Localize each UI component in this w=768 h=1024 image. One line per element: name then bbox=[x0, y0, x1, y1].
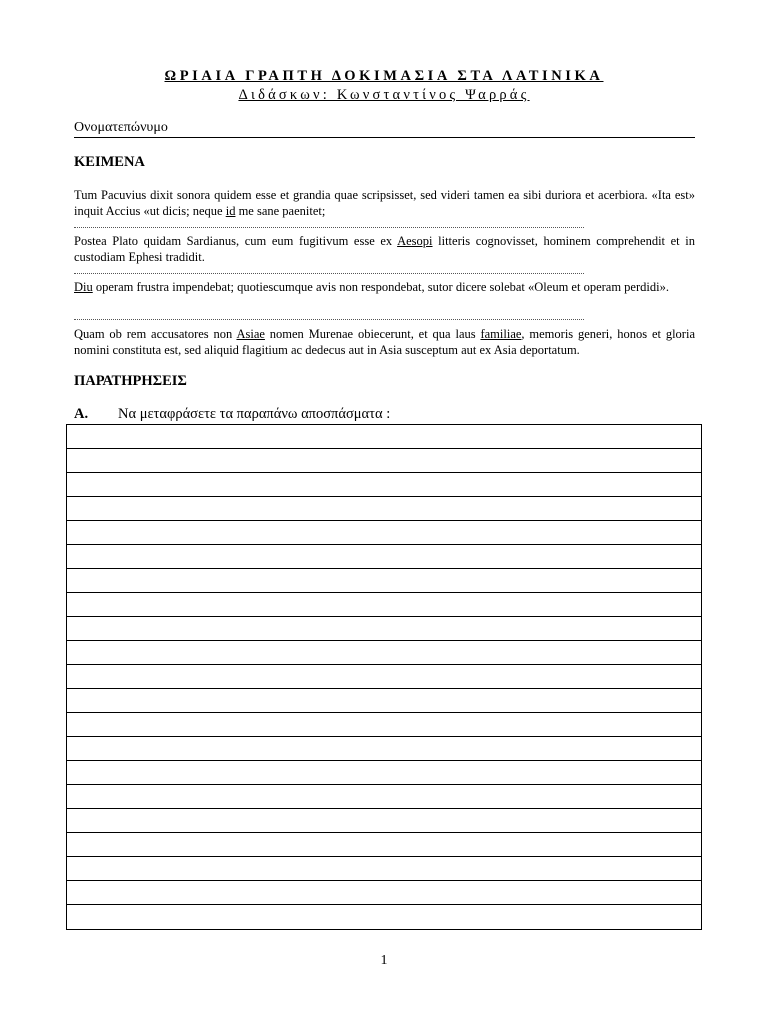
answer-row[interactable] bbox=[67, 809, 701, 833]
answer-row[interactable] bbox=[67, 737, 701, 761]
answer-row[interactable] bbox=[67, 689, 701, 713]
latin-passage-2: Postea Plato quidam Sardianus, cum eum fugitivum esse ex Aesopi litteris cognovisset, hominem comprehendit et in custodiam Ephesi tradidit. bbox=[74, 234, 695, 264]
teacher-subtitle: Διδάσκων: Κωνσταντίνος Ψαρράς bbox=[238, 87, 530, 103]
underlined-word: Diu bbox=[74, 280, 93, 294]
answer-row[interactable] bbox=[67, 905, 701, 929]
answer-row[interactable] bbox=[67, 593, 701, 617]
answer-row[interactable] bbox=[67, 449, 701, 473]
answer-row[interactable] bbox=[67, 881, 701, 905]
answer-row[interactable] bbox=[67, 761, 701, 785]
answer-row[interactable] bbox=[67, 857, 701, 881]
answer-table bbox=[66, 424, 702, 930]
answer-row[interactable] bbox=[67, 785, 701, 809]
latin-passage-1: Tum Pacuvius dixit sonora quidem esse et grandia quae scripsisset, sed videri tamen ea sibi duriora et acerbiora. «Ita est» inquit Accius «ut dicis; neque id me sane paenitet; bbox=[74, 188, 695, 218]
page-number: 1 bbox=[380, 953, 388, 968]
texts-heading: ΚΕΙΜΕΝΑ bbox=[74, 154, 145, 170]
question-number: A. bbox=[74, 406, 89, 422]
answer-row[interactable] bbox=[67, 713, 701, 737]
answer-row[interactable] bbox=[67, 617, 701, 641]
underlined-word: id bbox=[225, 203, 236, 218]
separator-dots bbox=[74, 273, 584, 274]
exam-title: ΩΡΙΑΙΑ ΓΡΑΠΤΗ ΔΟΚΙΜΑΣΙΑ ΣΤΑ ΛΑΤΙΝΙΚΑ bbox=[164, 68, 604, 84]
notes-heading: ΠΑΡΑΤΗΡΗΣΕΙΣ bbox=[74, 373, 187, 389]
question-a bbox=[74, 406, 390, 423]
answer-row[interactable] bbox=[67, 833, 701, 857]
underlined-word: Asiae bbox=[236, 327, 265, 341]
student-name-label: Ονοματεπώνυμο bbox=[74, 120, 168, 135]
answer-row[interactable] bbox=[67, 569, 701, 593]
question-text: Να μεταφράσετε τα παραπάνω αποσπάσματα : bbox=[118, 406, 391, 422]
separator-dots bbox=[74, 227, 584, 228]
answer-row[interactable] bbox=[67, 425, 701, 449]
answer-row[interactable] bbox=[67, 641, 701, 665]
answer-row[interactable] bbox=[67, 665, 701, 689]
answer-row[interactable] bbox=[67, 521, 701, 545]
separator-dots bbox=[74, 319, 584, 320]
underlined-word: Aesopi bbox=[397, 234, 433, 248]
answer-row[interactable] bbox=[67, 497, 701, 521]
underlined-word: familiae bbox=[480, 327, 522, 341]
latin-passage-3: Diu operam frustra impendebat; quotiescumque avis non respondebat, sutor dicere solebat «Oleum et operam perdidi». bbox=[74, 280, 669, 294]
answer-row[interactable] bbox=[67, 545, 701, 569]
latin-passage-4: Quam ob rem accusatores non Asiae nomen Murenae obiecerunt, et qua laus familiae, memoris generi, honos et gloria nomini constituta est, sed aliquid flagitium ac dedecus aut in Asia susceptum aut ex Asia deportatum. bbox=[74, 327, 695, 357]
answer-row[interactable] bbox=[67, 473, 701, 497]
student-name-line[interactable] bbox=[74, 137, 695, 138]
